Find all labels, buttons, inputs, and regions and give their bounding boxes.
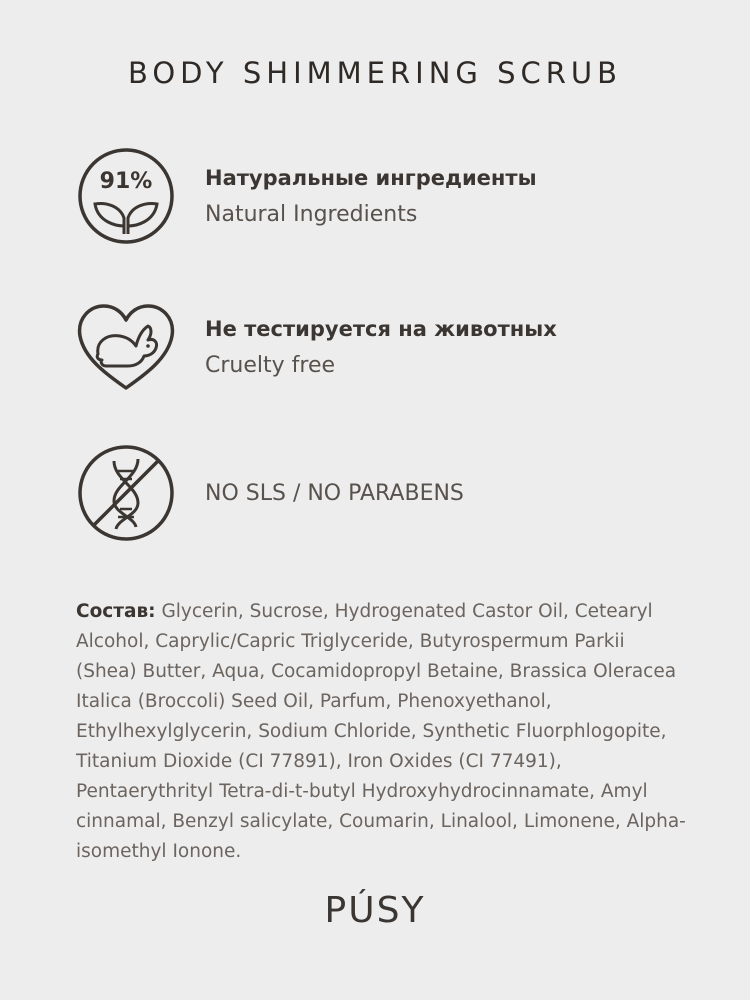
composition-block	[76, 597, 686, 867]
brand-logo: PÚSY	[324, 890, 426, 931]
leaf-percent-icon	[76, 146, 176, 246]
percent-badge: 91%	[99, 169, 153, 194]
feature-title-ru: Натуральные ингредиенты	[205, 166, 537, 190]
no-dna-icon	[76, 443, 176, 543]
feature-title-en: Natural Ingredients	[205, 202, 418, 227]
composition-text: Glycerin, Sucrose, Hydrogenated Castor Oil, Cetearyl Alcohol, Caprylic/Capric Triglyceride, Butyrospermum Parkii (Shea) Butter, Aqua, Cocamidopropyl Betaine, Brassica Oleracea Italica (Broccoli) Seed Oil, Parfum, Phenoxyethanol, Ethylhexylglycerin, Sodium Chloride, Synthetic Fluorphlogopite, Titanium Dioxide (CI 77891), Iron Oxides (CI 77491), Pentaerythrityl Tetra-di-t-butyl Hydroxyhydrocinnamate, Amyl cinnamal, Benzyl salicylate, Coumarin, Linalool, Limonene, Alpha-isomethyl Ionone.	[76, 601, 686, 862]
composition-label: Состав:	[76, 601, 156, 622]
feature-natural-ingredients	[76, 146, 696, 246]
feature-cruelty-free	[76, 300, 696, 400]
feature-text: NO SLS / NO PARABENS	[205, 481, 464, 506]
rabbit-heart-icon	[76, 300, 176, 400]
feature-no-sls	[76, 443, 696, 543]
feature-title-en: Cruelty free	[205, 353, 336, 378]
page-title: BODY SHIMMERING SCRUB	[127, 56, 623, 90]
feature-title-ru: Не тестируется на животных	[205, 317, 557, 341]
